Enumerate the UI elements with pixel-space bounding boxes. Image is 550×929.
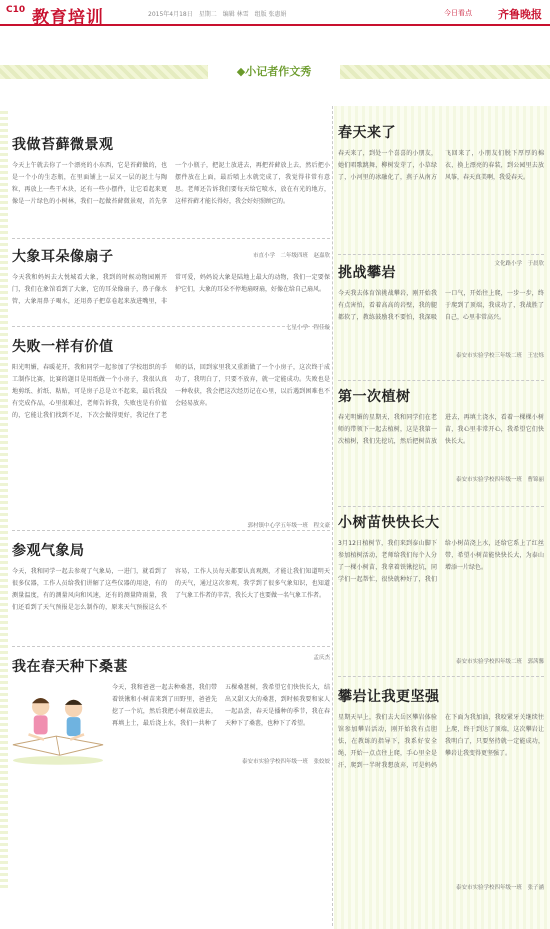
article-title: 挑战攀岩 <box>338 265 396 281</box>
article-byline: 泰安市实验学校三年级二班 王宏烁 <box>455 353 544 359</box>
divider <box>12 530 330 531</box>
article-title: 攀岩让我更坚强 <box>338 689 440 705</box>
column-divider <box>332 106 333 926</box>
article-byline: 七星小学 程佳璇 <box>285 325 330 331</box>
article-byline: 泰安市实验学校四年级二班 郭茜馨 <box>455 659 544 665</box>
article-body: 3月12日植树节，我们来到泰山脚下参加植树活动，老师给我们每个人分了一棵小树苗，我拿着铁锹挖坑，同学们一起帮忙，很快就种好了，我们给小树苗浇上水，还给它系上了红丝带，希望小树苗能快快长大，为泰山增添一片绿色。 <box>338 540 544 583</box>
divider <box>12 646 330 647</box>
article-title: 我做苔藓微景观 <box>12 137 114 153</box>
divider <box>12 326 330 327</box>
article-title: 小树苗快快长大 <box>338 515 440 531</box>
brand-prefix: 今日看点 <box>444 9 472 17</box>
divider <box>338 380 544 381</box>
article-body: 春光明媚的星期天，我和同学们在老师的带领下一起去植树，这是我第一次植树，我们先挖坑，然后把树苗放进去，再填土浇水，看着一棵棵小树苗，我心里非常开心，我希望它们快快长大。 <box>338 414 544 445</box>
article-title: 第一次植树 <box>338 389 411 405</box>
article-climbing-stronger <box>338 686 544 894</box>
article-first-tree-planting <box>338 386 544 486</box>
children-reading-illustration <box>6 676 110 772</box>
article-moss <box>12 134 330 262</box>
article-body: 今天，我和爸爸一起去种桑葚，我们带着铁锹和小树苗来到了田野里，爸爸先挖了一个坑，然后我把小树苗放进去，再填上土，最后浇上水，我们一共种了五棵桑葚树，我希望它们快快长大，结出又甜又大的桑葚，到时候我要和家人一起品尝，春天是播种的季节，我在春天种下了桑葚，也种下了希望。 <box>112 684 330 727</box>
column-banner <box>0 62 550 80</box>
article-failure <box>12 336 330 532</box>
article-byline: 郭村镇中心学五年级一班 程文豪 <box>247 523 330 529</box>
article-title: 失败一样有价值 <box>12 339 114 355</box>
article-spring <box>338 122 544 270</box>
page-number: C10 <box>6 5 26 15</box>
section-title: 教育培训 <box>32 8 104 28</box>
article-body: 阳光明媚，春暖花开，我和同学一起参加了学校组织的手工制作比赛，比赛的题目是用纸做一个小房子，我很认真地剪纸、折纸、粘贴，可是房子总是立不起来，最后我没有完成作品，心里很难过，老师告诉我，失败也是有价值的，它能让我们找到不足，下次会做得更好，我记住了老师的话，回到家里我又重新做了一个小房子，这次终于成功了，我明白了，只要不放弃，就一定能成功。失败也是一种收获，我会把这次经历记在心里，以后遇到困难也不会轻易放弃。 <box>12 364 330 419</box>
divider <box>338 506 544 507</box>
banner-label: ◆小记者作文秀 <box>208 63 340 80</box>
article-byline: 泰安市实验学校四年级一班 张姣姣 <box>241 759 330 765</box>
article-title: 参观气象局 <box>12 543 85 559</box>
date-line: 2015年4月18日 星期二 编辑 林雪 组版 张惠娟 <box>148 11 287 18</box>
divider <box>338 254 544 255</box>
article-title: 大象耳朵像扇子 <box>12 249 114 265</box>
article-byline: 市直小学 二年级四班 赵嘉欣 <box>252 253 330 259</box>
article-byline: 泰安市实验学校四年级一班 张子涵 <box>455 885 544 891</box>
divider <box>338 676 544 677</box>
article-body: 今天，我和同学一起去参观了气象局，一进门，就看到了很多仪器，工作人员给我们讲解了这些仪器的用途，有的测量温度，有的测量风向和风速，还有的测量降雨量，我们还看到了天气预报是怎么制作的，原来天气预报这么不容易，工作人员每天都要认真观测，才能让我们知道明天的天气，通过这次参观，我学到了很多气象知识，也知道了气象工作者的辛苦，我长大了也要做一名气象工作者。 <box>12 568 330 611</box>
article-rock-climbing <box>338 262 544 362</box>
article-title: 我在春天种下桑葚 <box>12 659 128 675</box>
article-body: 春天来了，到处一个喜喜的小朋友，她们唱歌跳舞，柳树发芽了，小草绿了，小河里的冰融化了，燕子从南方飞回来了，小朋友们脱下厚厚的棉衣，换上漂亮的春装，到公园里去放风筝，春天真美啊，我爱春天。 <box>338 150 544 181</box>
article-sapling-grow <box>338 512 544 668</box>
article-byline: 泰安市实验学校四年级一班 曹锦丽 <box>455 477 544 483</box>
article-byline: 文化路小学 于晨欣 <box>494 261 544 267</box>
newspaper-logo: 齐鲁晚报 <box>498 8 542 21</box>
article-body: 今天我去体育馆挑战攀岩，刚开始我有点害怕，看着高高的岩壁，我的腿都软了，教练鼓励我不要怕，我深吸一口气，开始往上爬，一步一步，终于爬到了顶端，我成功了，我战胜了自己，心里非常高兴。 <box>338 290 544 321</box>
article-body: 今天我和妈妈去大悦城看大象，我到的时候动物园刚开门，我们在象馆看到了大象，它的耳朵像扇子，鼻子像水管，大象用鼻子喝水，还用鼻子把草卷起来放进嘴里，非常可爱，妈妈说大象是陆地上最大的动物，我们一定要保护它们，大象的耳朵不停地扇呀扇，好像在给自己扇风。 <box>12 274 330 305</box>
article-elephant <box>12 246 330 334</box>
article-body: 星期天早上，我们去大岳区攀岩体验馆参加攀岩活动，刚开始我有点胆怯，在教练的指导下，我系好安全绳，开始一点点往上爬，手心里全是汗，爬到一半时我想放弃，可是妈妈在下面为我加油，我咬紧牙关继续往上爬，终于到达了顶端，这次攀岩让我明白了，只要坚持就一定能成功，攀岩让我变得更坚强了。 <box>338 714 544 769</box>
article-title: 春天来了 <box>338 125 396 141</box>
divider <box>12 238 330 239</box>
page-header <box>0 0 550 26</box>
article-byline: 孟庆杰 <box>313 655 330 661</box>
article-body: 今天上午就去你了一个漂亮的小东西，它是苔藓做的，也是一个小的生态瓶，在里面铺上一层又一层的泥土与陶粒，再放上一些干木块，还有一些小摆件，让它看起来更像是一片绿色的小树林，我们一起做苔藓微景观，首先拿一个小瓶子，把泥土放进去，再把苔藓放上去，然后把小摆件放在上面，最后喷上水就完成了，我觉得非常有意思。老师还告诉我们要每天给它喷水，放在有光的地方，这样苔藓才能长得好，我会好好照顾它的。 <box>12 162 330 205</box>
